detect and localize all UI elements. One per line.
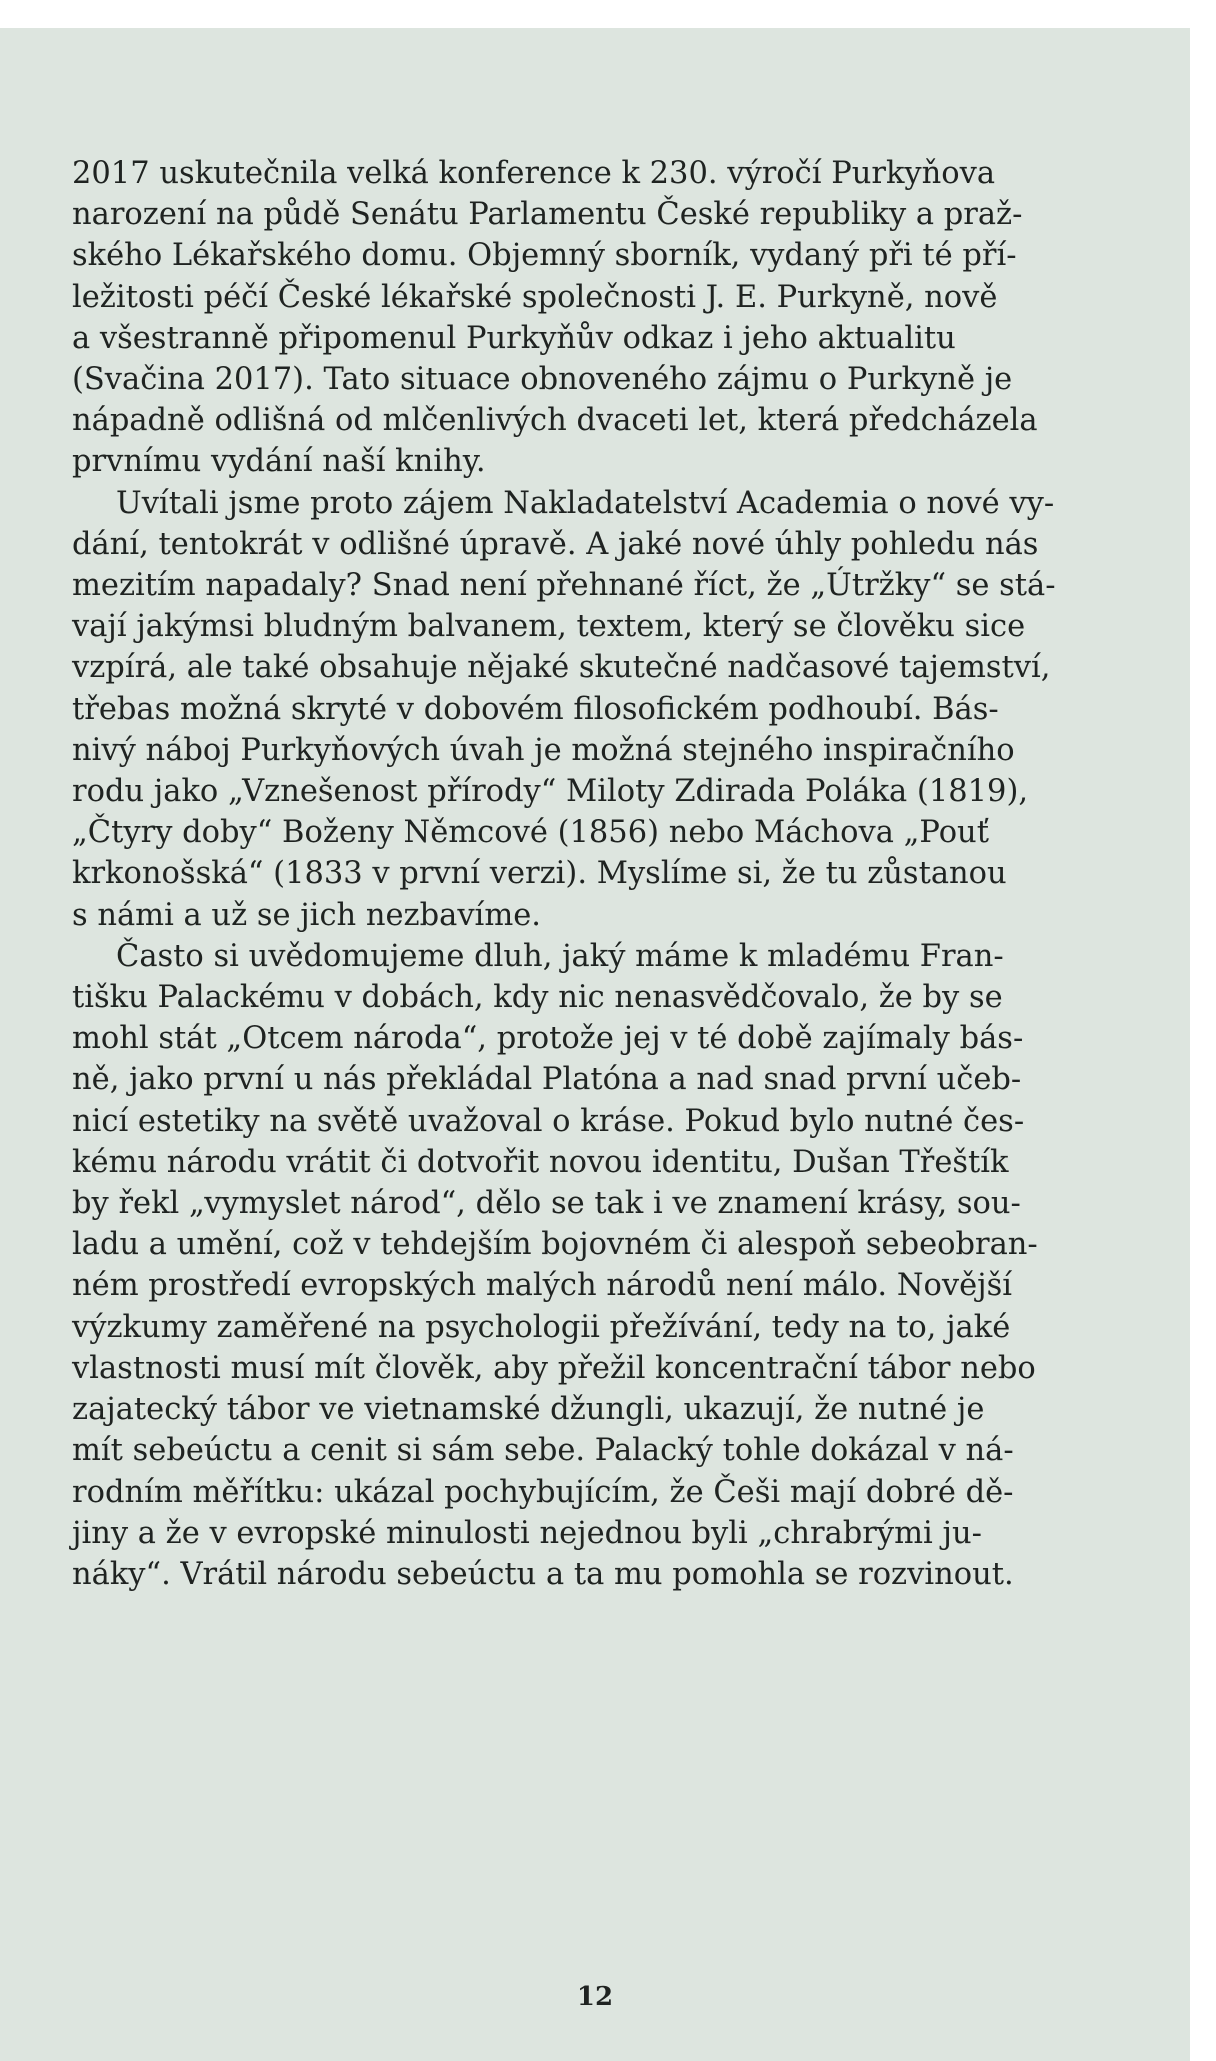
text-line: narození na půdě Senátu Parlamentu České republiky a praž- — [72, 197, 1023, 233]
text-line: vlastnosti musí mít člověk, aby přežil koncentrační tábor nebo — [72, 1350, 1036, 1386]
text-line: rodu jako „Vznešenost přírody“ Miloty Zdirada Poláka (1819), — [72, 774, 1029, 810]
body-text — [72, 153, 1112, 1595]
text-line: by řekl „vymyslet národ“, dělo se tak i ve znamení krásy, sou- — [72, 1186, 1021, 1222]
text-line: nicí estetiky na světě uvažoval o kráse. Pokud bylo nutné čes- — [72, 1103, 1025, 1139]
text-line: ského Lékařského domu. Objemný sborník, vydaný při té pří- — [72, 238, 1017, 274]
text-line: nivý náboj Purkyňových úvah je možná stejného inspiračního — [72, 732, 1015, 768]
text-line: Uvítali jsme proto zájem Nakladatelství Academia o nové vy- — [116, 485, 1055, 521]
paragraph-2 — [72, 483, 1112, 936]
text-line: a všestranně připomenul Purkyňův odkaz i jeho aktualitu — [72, 320, 956, 356]
text-line: Často si uvědomujeme dluh, jaký máme k mladému Fran- — [116, 938, 1004, 974]
text-line: ném prostředí evropských malých národů není málo. Novější — [72, 1268, 1013, 1304]
text-line: třebas možná skryté v dobovém filosofickém podhoubí. Bás- — [72, 691, 999, 727]
text-line: zajatecký tábor ve vietnamské džungli, ukazují, že nutné je — [72, 1392, 985, 1428]
page-number: 12 — [576, 1982, 614, 2012]
paragraph-1 — [72, 153, 1112, 483]
text-line: tišku Palackému v dobách, kdy nic nenasvědčovalo, že by se — [72, 980, 1003, 1016]
text-line: prvnímu vydání naší knihy. — [72, 444, 486, 480]
text-line: 2017 uskutečnila velká konference k 230. výročí Purkyňova — [72, 156, 996, 191]
text-line: ležitosti péčí České lékařské společnosti J. E. Purkyně, nově — [72, 279, 998, 315]
text-line: rodním měřítku: ukázal pochybujícím, že Češi mají dobré dě- — [72, 1474, 1014, 1510]
text-line: nápadně odlišná od mlčenlivých dvaceti let, která předcházela — [72, 403, 1038, 439]
text-line: výzkumy zaměřené na psychologii přežívání, tedy na to, jaké — [72, 1309, 1011, 1345]
text-line: vají jakýmsi bludným balvanem, textem, který se člověku sice — [72, 609, 1026, 645]
text-line: jiny a že v evropské minulosti nejednou byli „chrabrými ju- — [72, 1515, 982, 1551]
text-line: krkonošská“ (1833 v první verzi). Myslíme si, že tu zůstanou — [72, 856, 1007, 892]
text-line: mít sebeúctu a cenit si sám sebe. Palacký tohle dokázal v ná- — [72, 1433, 1014, 1469]
text-line: mezitím napadaly? Snad není přehnané říct, že „Útržky“ se stá- — [72, 568, 1056, 604]
text-line: vzpírá, ale také obsahuje nějaké skutečné nadčasové tajemství, — [72, 650, 1051, 686]
text-line: ně, jako první u nás překládal Platóna a nad snad první učeb- — [72, 1062, 1022, 1098]
text-line: ladu a umění, což v tehdejším bojovném či alespoň sebeobran- — [72, 1227, 1038, 1263]
text-line: náky“. Vrátil národu sebeúctu a ta mu pomohla se rozvinout. — [72, 1556, 1014, 1592]
text-line: (Svačina 2017). Tato situace obnoveného zájmu o Purkyně je — [72, 362, 1013, 398]
paragraph-3 — [72, 936, 1112, 1595]
text-line: dání, tentokrát v odlišné úpravě. A jaké nové úhly pohledu nás — [72, 526, 1039, 562]
text-line: mohl stát „Otcem národa“, protože jej v té době zajímaly bás- — [72, 1021, 1024, 1057]
book-page — [0, 28, 1190, 2061]
text-line: kému národu vrátit či dotvořit novou identitu, Dušan Třeštík — [72, 1144, 1009, 1180]
text-line: „Čtyry doby“ Boženy Němcové (1856) nebo Máchova „Pouť — [72, 815, 989, 851]
text-line: s námi a už se jich nezbavíme. — [72, 897, 541, 933]
